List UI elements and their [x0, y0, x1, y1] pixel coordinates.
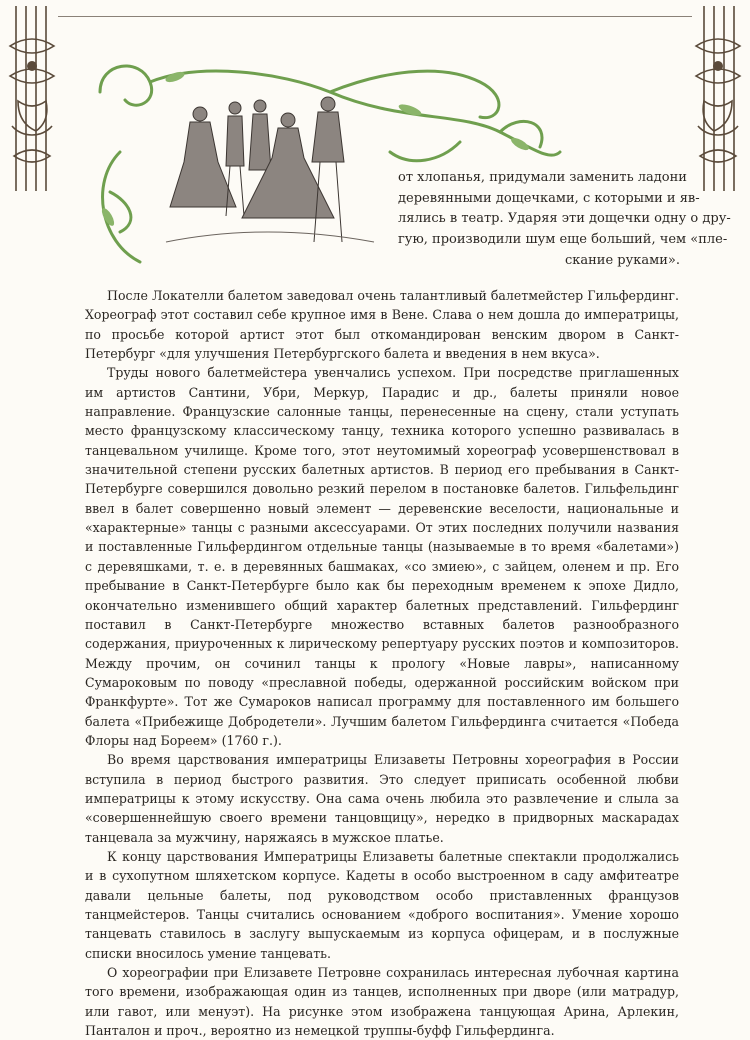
intro-line: деревянными дощечками, с которыми и яв-	[398, 190, 700, 206]
paragraph-gilferding-intro: После Локателли балетом заведовал очень талантливый балетмейстер Гильфердинг. Хореограф этот составил себе крупное имя в Вене. Слава о нем дошла до императрицы, по просьбе которой артист этот был откомандирован венским двором в Санкт-Петербург «для улучшения Петербургского балета и введения в нем вкуса».	[85, 288, 679, 362]
corner-ornament-right	[692, 6, 744, 196]
top-rule	[58, 16, 692, 17]
intro-line: лялись в театр. Ударяя эти дощечки одну о дру-	[398, 211, 731, 227]
paragraph-gilferding-works: Труды нового балетмейстера увенчались успехом. При посредстве приглашенных им артистов Сантини, Убри, Меркур, Парадис и др., балеты приняли новое направление. Французские салонные танцы, перенесенные на сцену, стали уступать место французскому классическому танцу, техника которого успешно развивалась в танцевальном училище. Кроме того, этот неутомимый хореограф усовершенствовал в значительной степени русских балетных артистов. В период его пребывания в Санкт-Петербурге совершился довольно резкий перелом в постановке балетов. Гильфельдинг ввел в балет совершенно новый элемент — деревенские веселости, национальные и «характерные» танцы с разными аксессуарами. От этих последних получили названия и поставленные Гильфердингом отдельные танцы (называемые в то время «балетами») с деревяшками, т. е. в деревянных башмаках, «со змиею», с зайцем, оленем и пр. Его пребывание в Санкт-Петербурге было как бы переходным временем к эпохе Дидло, окончательно изменившего общий характер балетных представлений. Гильфердинг поставил в Санкт-Петербурге множество вставных балетов разнообразного содержания, приуроченных к лирическому репертуару русских поэтов и композиторов. Между прочим, он сочинил танцы к прологу «Новые лавры», написанному Сумароковым по поводу «преславной победы, одержанной российским войском при Франкфурте». Тот же Сумароков написал программу для поставленного им большего балета «Прибежище Добродетели». Лучшим балетом Гильфердинга считается «Победа Флоры над Бореем» (1760 г.).	[85, 365, 679, 748]
intro-line: скание руками».	[564, 252, 680, 268]
paragraph-lubok: О хореографии при Елизавете Петровне сохранилась интересная лубочная картина того времени, изображающая один из танцев, исполненных при дворе (или матрадур, или гавот, или менуэт). На рисунке этом изображена танцующая Арина, Арлекин, Панталон и проч., вероятно из немецкой труппы-буфф Гильфердинга.	[85, 965, 679, 1039]
intro-line: гую, производили шум еще больший, чем «пле-	[398, 232, 728, 248]
dancers-engraving	[160, 92, 380, 264]
intro-text	[398, 168, 731, 272]
corner-ornament-left	[6, 6, 58, 196]
paragraph-elizabeth: Во время царствования императрицы Елизаветы Петровны хореография в России вступила в период быстрого развития. Это следует приписать особенной любви императрицы к этому искусству. Она сама очень любила это развлечение и слыла за «совершеннейшую своего времени танцовщицу», нередко в придворных маскарадах танцевала за мужчину, наряжаясь в мужское платье.	[85, 752, 679, 845]
body-text	[85, 286, 679, 1040]
paragraph-cadet-corps: К концу царствования Императрицы Елизаветы балетные спектакли продолжались и в сухопутном шляхетском корпусе. Кадеты в особо выстроенном в саду амфитеатре давали цельные балеты, под руководством особо приставленных французов танцмейстеров. Танцы считались основанием «доброго воспитания». Умение хорошо танцевать ставилось в заслугу выпускаемым из корпуса офицерам, и в послужные списки вносилось умение танцевать.	[85, 848, 679, 961]
intro-line: от хлопанья, придумали заменить ладони	[398, 170, 687, 185]
